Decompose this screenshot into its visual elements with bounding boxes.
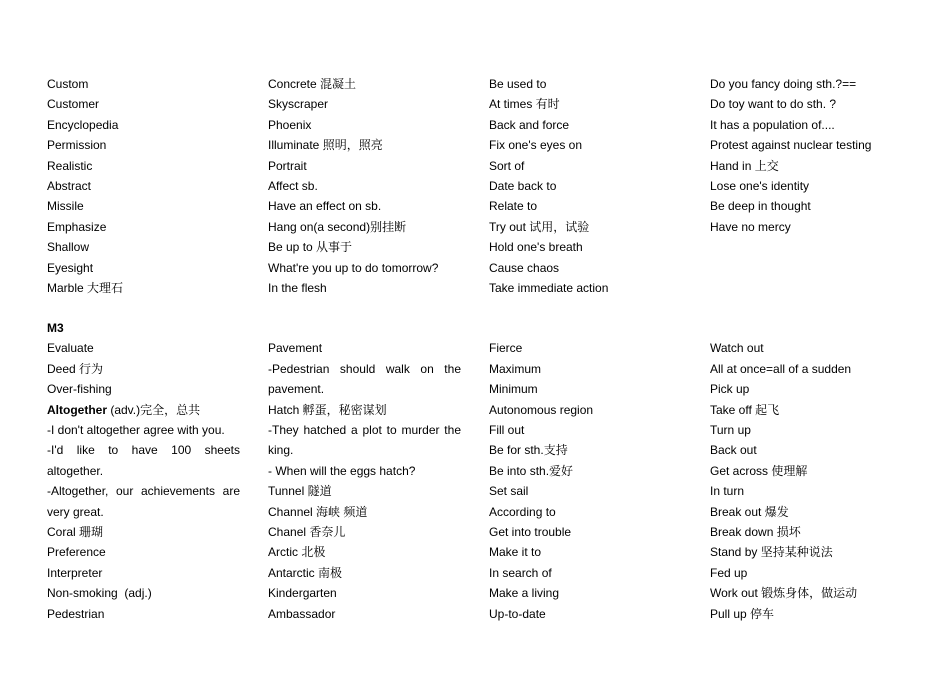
vocab-item: Break down 损坏 [710,525,801,540]
vocab-item: Be into sth.爱好 [489,463,574,478]
vocab-item: Do you fancy doing sth.?== [710,77,857,91]
vocab-item: Be for sth.支持 [489,443,568,458]
vocab-item: Be deep in thought [710,199,811,214]
vocab-item: Make a living [489,586,560,601]
vocab-item: Shallow [47,240,90,255]
vocab-item: At times 有时 [489,97,560,112]
vocab-column-1 [47,74,240,298]
vocab-item: Have an effect on sb. [268,199,382,214]
vocab-item: Concrete 混凝土 [268,77,357,91]
vocab-word: Altogether [47,402,107,417]
vocab-item: Do toy want to do sth. ? [710,97,837,112]
vocab-item: Lose one's identity [710,179,810,194]
vocab-item: Pull up 停车 [710,606,775,621]
vocab-column-2 [268,74,461,298]
vocab-item: Relate to [489,199,538,214]
vocab-item: Break out 爆发 [710,504,789,519]
vocab-item: Missile [47,199,84,214]
vocab-item: Channel 海峡 频道 [268,504,368,519]
vocab-item: Marble 大理石 [47,281,124,296]
vocab-item-altogether [47,400,240,420]
vocab-item: In search of [489,565,552,580]
vocab-item: Hand in 上交 [710,158,779,173]
vocab-item: Evaluate [47,341,94,356]
vocab-item: Ambassador [268,606,336,621]
vocab-item: Phoenix [268,117,312,132]
vocab-item: Realistic [47,158,93,173]
vocab-column-2 [268,338,461,624]
vocab-item: Pavement [268,341,323,356]
vocab-item: Arctic 北极 [268,545,326,560]
vocab-item: Illuminate 照明，照亮 [268,138,383,153]
example-sentence: -I'd like to have 100 sheets altogether. [47,443,240,478]
vocab-item: Cause chaos [489,260,560,275]
vocab-item: Back and force [489,117,570,132]
vocab-item: Have no mercy [710,219,791,234]
section-heading: M3 [47,321,64,335]
vocab-item: Emphasize [47,219,107,234]
vocab-item: Fierce [489,341,523,356]
vocab-item: Custom [47,77,89,91]
vocab-item: Protest against nuclear testing [710,138,872,153]
vocab-item: Abstract [47,179,92,194]
vocab-item: What're you up to do tomorrow? [268,260,439,275]
example-sentence: -Pedestrian should walk on the pavement. [268,361,461,397]
vocab-item: Hatch 孵蛋，秘密谋划 [268,402,387,417]
vocab-item: Date back to [489,179,557,194]
example-sentence: -They hatched a plot to murder the king. [268,423,461,458]
vocab-column-3 [489,74,682,298]
vocab-item: Encyclopedia [47,117,119,132]
example-sentence: - When will the eggs hatch? [268,463,416,478]
vocab-item: Coral 珊瑚 [47,525,104,540]
vocab-item: Hold one's breath [489,240,583,255]
vocab-column-4 [710,338,903,624]
vocab-item: Hang on(a second)别挂断 [268,219,407,234]
vocab-column-4 [710,74,903,237]
vocab-item: Over-fishing [47,382,112,397]
vocab-item: Watch out [710,341,764,356]
vocab-item: Pick up [710,382,750,397]
vocab-item: Interpreter [47,565,103,580]
vocab-definition: (adv.)完全，总共 [107,402,201,417]
vocab-item: Be up to 从事于 [268,240,353,255]
vocab-item: Affect sb. [268,179,318,194]
vocab-item: Stand by 坚持某种说法 [710,545,833,560]
vocab-item: It has a population of.... [710,117,835,132]
vocab-item: Get into trouble [489,525,572,540]
vocab-item: Minimum [489,382,538,397]
vocab-item: Up-to-date [489,606,546,621]
vocab-item: Non-smoking (adj.) [47,586,152,601]
vocab-item: Get across 使理解 [710,463,808,478]
vocab-item: Preference [47,545,106,560]
vocab-item: Sort of [489,158,525,173]
vocab-item: Tunnel 隧道 [268,484,332,499]
vocab-item: Set sail [489,484,529,499]
vocab-item: Chanel 香奈儿 [268,525,346,540]
vocab-item: Fed up [710,565,748,580]
vocab-item: Be used to [489,77,547,91]
vocab-item: Pedestrian [47,606,105,621]
vocab-item: Fill out [489,423,525,438]
vocab-item: Take immediate action [489,281,609,296]
vocab-item: Skyscraper [268,97,329,112]
vocab-column-3 [489,338,682,624]
vocab-item: According to [489,504,556,519]
vocab-item: Eyesight [47,260,94,275]
vocab-item: Take off 起飞 [710,402,780,417]
vocab-item: Fix one's eyes on [489,138,583,153]
vocab-item: Try out 试用，试验 [489,219,590,234]
vocab-item: Work out 锻炼身体，做运动 [710,586,858,601]
vocab-item: Portrait [268,158,307,173]
vocab-column-1 [47,318,240,624]
vocab-item: Turn up [710,423,751,438]
vocab-item: Customer [47,97,100,112]
vocab-item: Antarctic 南极 [268,565,343,580]
vocab-item: Kindergarten [268,586,337,601]
vocab-item: Autonomous region [489,402,594,417]
vocab-item: Make it to [489,545,542,560]
vocab-item: Back out [710,443,757,458]
example-sentence: -I don't altogether agree with you. [47,423,225,438]
vocab-item: Deed 行为 [47,361,104,376]
example-sentence: -Altogether, our achievements are very great. [47,484,240,519]
vocab-item: In turn [710,484,745,499]
vocab-item: All at once=all of a sudden [710,361,852,376]
vocab-item: Maximum [489,361,542,376]
vocab-item: Permission [47,138,107,153]
vocab-item: In the flesh [268,281,327,296]
